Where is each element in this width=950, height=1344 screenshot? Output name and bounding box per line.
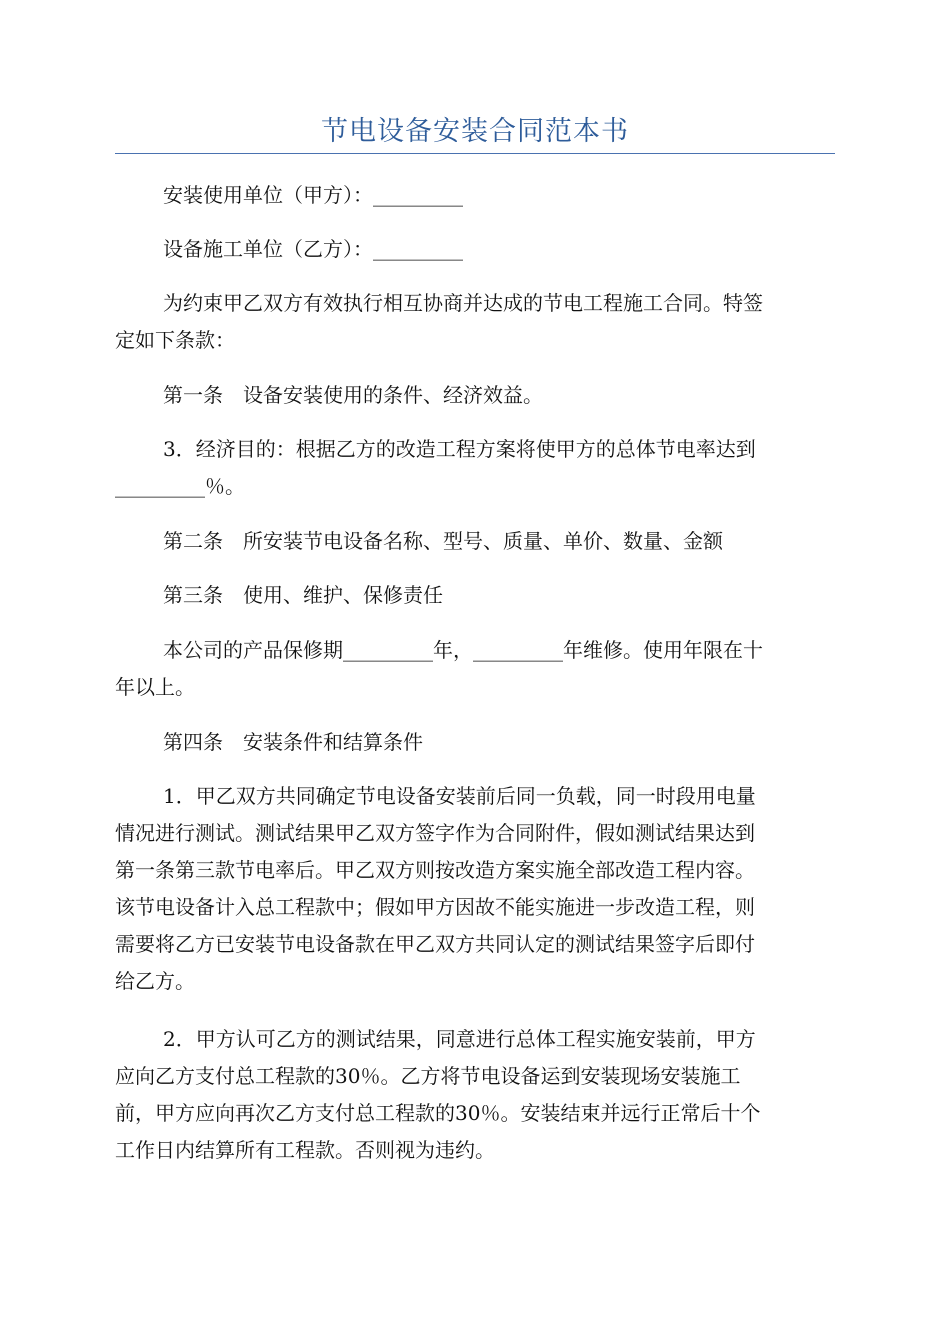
article-4-item-2-line-4: 工作日内结算所有工程款。否则视为违约。 xyxy=(115,1138,495,1162)
article-4-item-2-line-1: 2．甲方认可乙方的测试结果，同意进行总体工程实施安装前，甲方 xyxy=(163,1027,756,1051)
article-4-heading-text: 第四条 安装条件和结算条件 xyxy=(163,730,423,754)
party-b-line xyxy=(115,231,835,268)
article-4-heading xyxy=(115,724,835,761)
article-2-heading xyxy=(115,523,835,560)
document-title: 节电设备安装合同范本书 xyxy=(321,116,629,147)
article-2-heading-text: 第二条 所安装节电设备名称、型号、质量、单价、数量、金额 xyxy=(163,529,723,553)
article-4-item-2-line-3: 前，甲方应向再次乙方支付总工程款的30％。安装结束并远行正常后十个 xyxy=(115,1101,761,1125)
warranty-paragraph xyxy=(115,632,835,706)
party-a-line xyxy=(115,177,835,214)
article-3-heading xyxy=(115,577,835,614)
article-4-item-1-line-4: 该节电设备计入总工程款中；假如甲方因故不能实施进一步改造工程，则 xyxy=(115,895,755,919)
article-4-item-1-line-6: 给乙方。 xyxy=(115,969,195,993)
party-b-label: 设备施工单位（乙方）： xyxy=(163,237,373,261)
article-1-item-3-line-2: _________％。 xyxy=(115,474,245,498)
article-4-item-1-line-5: 需要将乙方已安装节电设备款在甲乙双方共同认定的测试结果签字后即付 xyxy=(115,932,755,956)
article-4-item-2 xyxy=(115,1021,835,1169)
party-a-label: 安装使用单位（甲方）： xyxy=(163,183,373,207)
warranty-line-1: 本公司的产品保修期_________年，_________年维修。使用年限在十 xyxy=(163,638,763,662)
article-1-item-3-line-1: 3．经济目的：根据乙方的改造工程方案将使甲方的总体节电率达到 xyxy=(163,437,756,461)
article-4-item-1-line-2: 情况进行测试。测试结果甲乙双方签字作为合同附件，假如测试结果达到 xyxy=(115,821,755,845)
intro-line-2: 定如下条款： xyxy=(115,328,235,352)
intro-line-1: 为约束甲乙双方有效执行相互协商并达成的节电工程施工合同。特签 xyxy=(163,291,763,315)
party-b-blank[interactable]: _________ xyxy=(373,237,463,261)
article-4-item-2-line-2: 应向乙方支付总工程款的30％。乙方将节电设备运到安装现场安装施工 xyxy=(115,1064,741,1088)
article-3-heading-text: 第三条 使用、维护、保修责任 xyxy=(163,583,443,607)
article-4-item-1 xyxy=(115,778,835,1000)
article-1-heading-text: 第一条 设备安装使用的条件、经济效益。 xyxy=(163,383,543,407)
article-1-item-3 xyxy=(115,431,835,505)
warranty-line-2: 年以上。 xyxy=(115,675,195,699)
title-underline xyxy=(115,153,835,154)
intro-paragraph xyxy=(115,285,835,359)
article-1-heading xyxy=(115,377,835,414)
party-a-blank[interactable]: _________ xyxy=(373,183,463,207)
article-4-item-1-line-1: 1．甲乙双方共同确定节电设备安装前后同一负载，同一时段用电量 xyxy=(163,784,756,808)
article-4-item-1-line-3: 第一条第三款节电率后。甲乙双方则按改造方案实施全部改造工程内容。 xyxy=(115,858,755,882)
